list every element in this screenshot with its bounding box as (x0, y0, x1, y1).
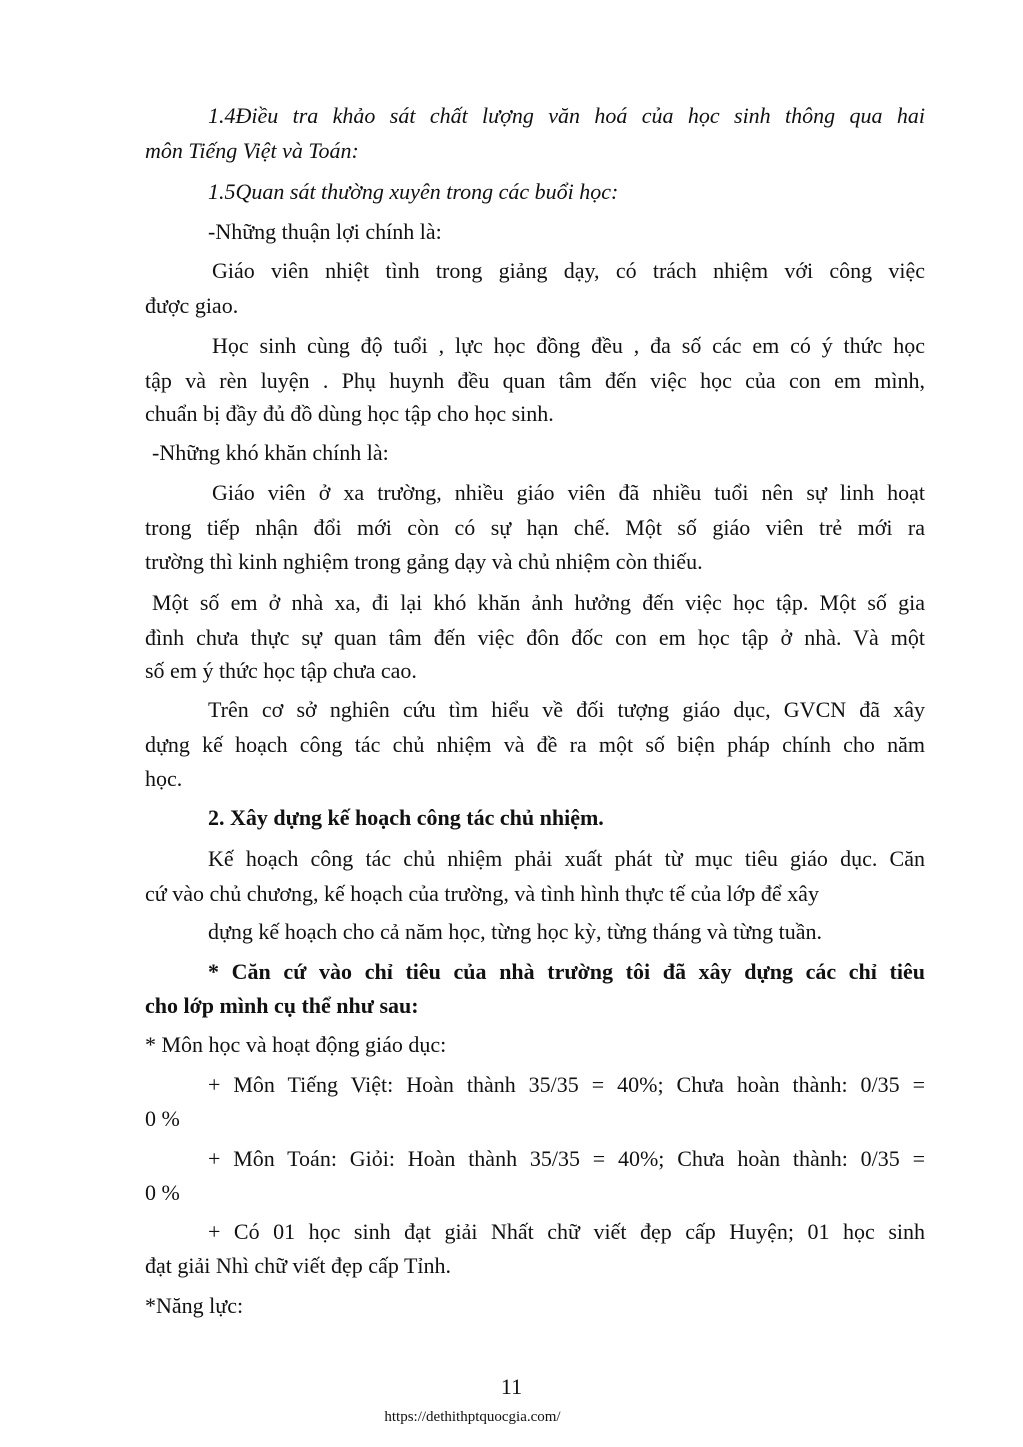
paragraph-line: Trên cơ sở nghiên cứu tìm hiểu về đối tượng giáo dục, GVCN đã xây (208, 697, 925, 722)
heading-1-5: 1.5Quan sát thường xuyên trong các buổi học: (208, 179, 619, 204)
heading-1-4-cont: môn Tiếng Việt và Toán: (145, 138, 359, 163)
page-number: 11 (500, 1374, 523, 1399)
paragraph-line: Học sinh cùng độ tuổi , lực học đồng đều , đa số các em có ý thức học (212, 333, 925, 358)
advantages-heading: -Những thuận lợi chính là: (208, 219, 442, 244)
footer-url: https://dethithptquocgia.com/ (384, 1409, 561, 1425)
paragraph-line: Giáo viên ở xa trường, nhiều giáo viên đã nhiều tuổi nên sự linh hoạt (212, 480, 925, 505)
list-item-cont: 0 % (145, 1180, 180, 1205)
paragraph-line: Kế hoạch công tác chủ nhiệm phải xuất phát từ mục tiêu giáo dục. Căn (208, 846, 925, 871)
paragraph-line: trường thì kinh nghiệm trong gảng dạy và chủ nhiệm còn thiếu. (145, 549, 703, 574)
paragraph-line: cứ vào chủ chương, kế hoạch của trường, và tình hình thực tế của lớp để xây (145, 881, 819, 906)
difficulties-heading: -Những khó khăn chính là: (152, 440, 389, 465)
paragraph-line: đình chưa thực sự quan tâm đến việc đôn đốc con em học tập ở nhà. Và một (145, 625, 925, 650)
list-item: + Môn Toán: Giỏi: Hoàn thành 35/35 = 40%; Chưa hoàn thành: 0/35 = (208, 1146, 925, 1171)
list-item-cont: 0 % (145, 1106, 180, 1131)
paragraph-line: số em ý thức học tập chưa cao. (145, 658, 417, 683)
list-item-cont: đạt giải Nhì chữ viết đẹp cấp Tỉnh. (145, 1253, 451, 1278)
paragraph-line: trong tiếp nhận đổi mới còn có sự hạn chế. Một số giáo viên trẻ mới ra (145, 515, 925, 540)
paragraph-line: dựng kế hoạch công tác chủ nhiệm và đề ra một số biện pháp chính cho năm (145, 732, 925, 757)
paragraph-line: Giáo viên nhiệt tình trong giảng dạy, có trách nhiệm với công việc (212, 258, 925, 283)
paragraph-line: được giao. (145, 293, 239, 318)
paragraph-line: tập và rèn luyện . Phụ huynh đều quan tâm đến việc học của con em mình, (145, 368, 925, 393)
targets-heading: * Căn cứ vào chỉ tiêu của nhà trường tôi đã xây dựng các chỉ tiêu (208, 959, 925, 984)
list-item: + Có 01 học sinh đạt giải Nhất chữ viết đẹp cấp Huyện; 01 học sinh (208, 1219, 925, 1244)
list-item: + Môn Tiếng Việt: Hoàn thành 35/35 = 40%; Chưa hoàn thành: 0/35 = (208, 1072, 925, 1097)
subjects-heading: * Môn học và hoạt động giáo dục: (145, 1032, 447, 1057)
paragraph-line: dựng kế hoạch cho cả năm học, từng học kỳ, từng tháng và từng tuần. (208, 919, 823, 944)
paragraph-line: học. (145, 766, 183, 791)
competency-heading: *Năng lực: (145, 1293, 244, 1318)
heading-1-4: 1.4Điều tra khảo sát chất lượng văn hoá của học sinh thông qua hai (208, 103, 925, 128)
section-2-heading: 2. Xây dựng kế hoạch công tác chủ nhiệm. (208, 805, 604, 830)
paragraph-line: chuẩn bị đầy đủ đồ dùng học tập cho học sinh. (145, 401, 554, 426)
paragraph-line: Một số em ở nhà xa, đi lại khó khăn ảnh hưởng đến việc học tập. Một số gia (152, 590, 925, 615)
targets-heading-cont: cho lớp mình cụ thể như sau: (145, 993, 419, 1018)
